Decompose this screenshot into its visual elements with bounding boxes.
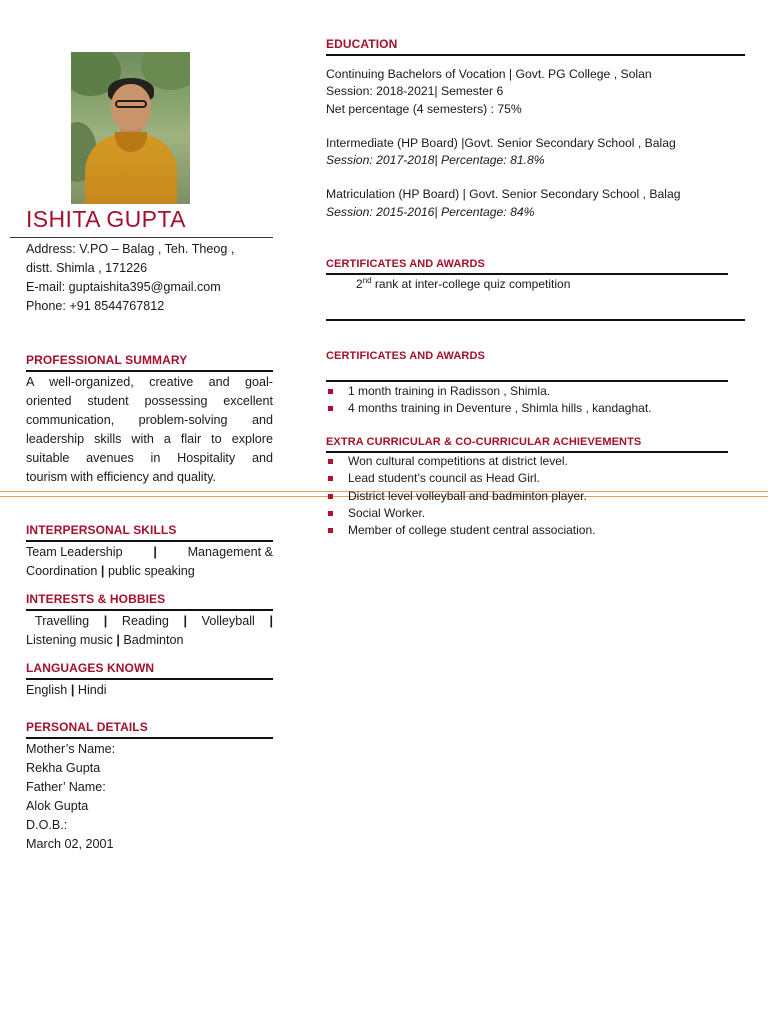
summary-line: suitable avenues in Hospitality and	[26, 451, 273, 465]
summary-line: leadership skills with a flair to explore	[26, 432, 273, 446]
rank-suffix: nd	[362, 276, 372, 285]
languages-heading: LANGUAGES KNOWN	[26, 661, 155, 675]
education-line: Continuing Bachelors of Vocation | Govt. PG College , Solan	[326, 67, 652, 81]
list-item: Member of college student central association.	[326, 522, 746, 539]
rank-number: 2	[356, 277, 363, 291]
phone-text: Phone: +91 8544767812	[26, 299, 165, 313]
profile-photo	[71, 52, 190, 204]
personal-rule	[26, 737, 273, 739]
hobby-item: Travelling	[35, 614, 90, 628]
certs2-list	[326, 383, 746, 418]
list-item: 1 month training in Radisson , Shimla.	[326, 383, 746, 400]
education-line: Net percentage (4 semesters) : 75%	[326, 101, 522, 116]
skill-item: Management &	[187, 545, 273, 559]
language-item: Hindi	[77, 683, 107, 697]
personal-text	[26, 740, 273, 854]
separator: |	[116, 633, 120, 647]
address-line-2: distt. Shimla , 171226	[26, 261, 148, 275]
email-text: E-mail: guptaishita395@gmail.com	[26, 280, 221, 294]
education-line: Session: 2017-2018| Percentage: 81.8%	[326, 153, 545, 168]
education-rule	[326, 54, 745, 56]
interpersonal-text	[26, 543, 273, 581]
education-heading: EDUCATION	[326, 37, 398, 51]
summary-line: oriented student possessing excellent	[26, 394, 273, 408]
certs1-item	[356, 276, 570, 293]
hobby-item: Badminton	[123, 633, 184, 647]
summary-text	[26, 373, 273, 487]
language-item: English	[26, 683, 68, 697]
hobby-item: Listening music	[26, 633, 113, 647]
summary-line: communication, problem-solving and	[26, 413, 273, 427]
certs2-heading: CERTIFICATES AND AWARDS	[326, 350, 485, 362]
separator: |	[153, 545, 157, 559]
education-entry-3	[326, 186, 746, 221]
rank-text: rank at inter-college quiz competition	[371, 277, 571, 291]
candidate-name: ISHITA GUPTA	[26, 206, 186, 232]
list-item: 4 months training in Deventure , Shimla hills , kandaghat.	[326, 400, 746, 417]
hobbies-rule	[26, 609, 273, 611]
education-line: Matriculation (HP Board) | Govt. Senior Secondary School , Balag	[326, 187, 681, 202]
certs1-bottom-rule	[326, 319, 745, 321]
languages-text	[26, 681, 273, 700]
personal-line: Father’ Name:	[26, 780, 106, 794]
list-item: Won cultural competitions at district level.	[326, 453, 746, 470]
name-divider	[10, 237, 273, 238]
separator: |	[103, 614, 108, 628]
personal-line: Alok Gupta	[26, 799, 89, 813]
skill-item: public speaking	[107, 564, 195, 578]
education-entry-2	[326, 135, 746, 170]
list-item: Social Worker.	[326, 505, 746, 522]
summary-line: tourism with efficiency and quality.	[26, 470, 216, 484]
certs1-heading: CERTIFICATES AND AWARDS	[326, 258, 485, 270]
education-entry-1	[326, 66, 746, 118]
summary-heading: PROFESSIONAL SUMMARY	[26, 353, 188, 367]
separator: |	[70, 683, 75, 697]
separator: |	[100, 564, 105, 578]
interpersonal-rule	[26, 540, 273, 542]
skill-item: Team Leadership	[26, 545, 123, 559]
personal-line: Mother’s Name:	[26, 742, 116, 756]
skill-item: Coordination	[26, 564, 98, 578]
hobbies-heading: INTERESTS & HOBBIES	[26, 592, 166, 606]
hobby-item: Volleyball	[201, 614, 255, 628]
education-line: Intermediate (HP Board) |Govt. Senior Secondary School , Balag	[326, 135, 676, 150]
list-item: Lead student’s council as Head Girl.	[326, 470, 746, 487]
extra-heading: EXTRA CURRICULAR & CO-CURRICULAR ACHIEVEMENTS	[326, 436, 642, 448]
list-item: District level volleyball and badminton player.	[326, 488, 746, 505]
personal-line: Rekha Gupta	[26, 761, 101, 775]
contact-block	[26, 240, 276, 316]
hobbies-text	[26, 612, 273, 650]
separator: |	[183, 614, 187, 628]
summary-line: A well-organized, creative and goal-	[26, 375, 273, 389]
education-block	[326, 66, 746, 221]
personal-heading: PERSONAL DETAILS	[26, 720, 148, 734]
separator: |	[269, 614, 273, 628]
certs1-rule	[326, 273, 728, 275]
education-line: Session: 2018-2021| Semester 6	[326, 84, 504, 99]
certs2-rule	[326, 380, 728, 382]
personal-line: D.O.B.:	[26, 818, 68, 832]
interpersonal-heading: INTERPERSONAL SKILLS	[26, 523, 177, 537]
education-line: Session: 2015-2016| Percentage: 84%	[326, 204, 535, 219]
extra-list	[326, 453, 746, 539]
hobby-item: Reading	[121, 614, 169, 628]
address-line-1: Address: V.PO – Balag , Teh. Theog ,	[26, 242, 235, 256]
summary-rule	[26, 370, 273, 372]
languages-rule	[26, 678, 273, 680]
personal-line: March 02, 2001	[26, 837, 114, 851]
